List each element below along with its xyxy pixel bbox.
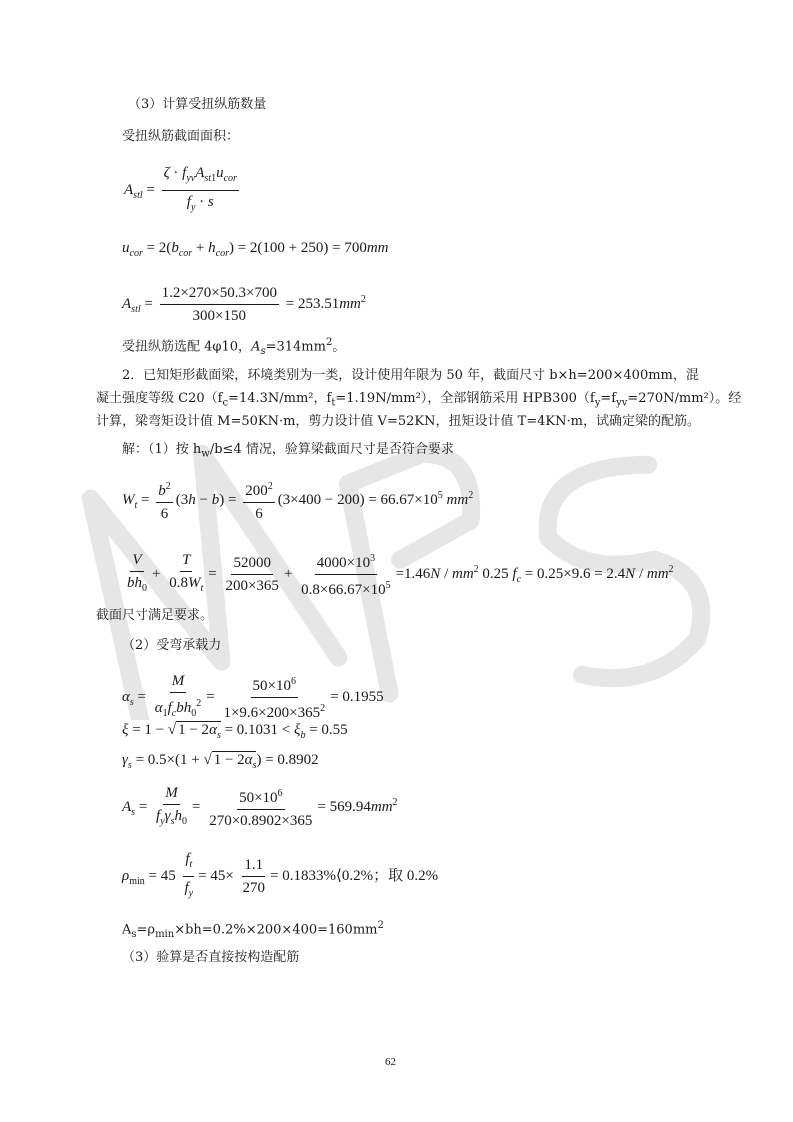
section-3b-heading: （3）验算是否直接按构造配筋 — [122, 950, 300, 965]
solution-heading: 解：（1）按 $h_w/b\le 4$ 情况，验算梁截面尺寸是否符合要求 — [122, 442, 454, 460]
page-number: 62 — [385, 1056, 396, 1068]
size-ok-text: 截面尺寸满足要求。 — [96, 608, 214, 623]
eq-astl-value: $A_{stl}$ = $\frac{1.2\times 270\times 50.3\times 700}{300\times 150}$ = $253.51mm^2$ — [122, 285, 366, 324]
question-2-line-2: 凝土强度等级 $C20(f_c=14.3N$/mm²，$f_t=1.19N/mm^2$），全部钢筋采用 $HPB300(f_y=f_{yv}=270N/mm^2)$。经 — [96, 391, 742, 409]
section-2-heading: （2）受弯承载力 — [122, 638, 222, 653]
as-min-calc: $A_s=\rho_{min}\times bh=0.2\%\times 200\times 400=160mm^2$ — [122, 920, 384, 940]
eq-wt: $W_t$ = $\frac{b^2}{6}$ (3h − b) = $\frac{200^2}{6}$ $(3\times 400 - 200) = 66.67\times 10^5$ $mm^2$ — [122, 478, 473, 523]
eq-astl-general: $A_{stl}$ = $\frac{\zeta \cdot f_{yv}A_{st1}u_{cor}}{f_y \cdot s}$ — [124, 165, 237, 213]
question-2-line-1: 2．已知矩形截面梁，环境类别为一类，设计使用年限为 50 年，截面尺寸 b×h=200×400mm，混 — [122, 368, 699, 383]
eq-alpha-s: $\alpha_s$ = $\frac{M}{\alpha_1f_cbh_0^2}$ = $\frac{50\times 10^6}{1\times 9.6\times 200\times 365^2}$ = 0.1955 — [122, 673, 384, 721]
question-2-line-3: 计算，梁弯矩设计值 M=50KN·m，剪力设计值 V=52KN，扭矩设计值 T=4KN·m，试确定梁的配筋。 — [96, 414, 700, 429]
eq-gamma-s: $\gamma_s = 0.5\times(1$ + √ $1 - 2\alpha_s) = 0.8902$ — [122, 752, 319, 771]
eq-shear-torsion: $\frac{V}{bh_0}$ + $\frac{T}{0.8W_t}$ = $\frac{52000}{200\times 365}$ + $\frac{4000\times 10^3}{0.8\times 66.67\times 10^5}$ $=1.46N / mm^2$ 0.25 $f_c = 0.25\times 9.6 = 2.4N / mm^2$ — [127, 552, 674, 598]
eq-ucor: $u_{cor} = 2(b_{cor} + h_{cor}) = 2(100 + 250) = 700mm$ — [122, 240, 389, 259]
astl-selection: 受扭纵筋选配 4φ10，$A_s=314mm^2$。 — [122, 337, 346, 357]
eq-xi: ξ = 1 − √ $1 - 2\alpha_s = 0.1031 < \xi_b = 0.55$ — [122, 722, 348, 741]
eq-rho-min: $\rho_{min} = 45$ $\frac{f_t}{f_y}$ = 45× $\frac{1.1}{270}$ = 0.1833%⟨0.2%；取 0.2% — [122, 851, 439, 899]
section-3-heading: （3）计算受扭纵筋数量 — [128, 97, 267, 112]
eq-as: $A_s$ = $\frac{M}{f_y\gamma_sh_0}$ = $\frac{50\times 10^6}{270\times 0.8902\times 365}$ = $569.94mm^2$ — [122, 785, 398, 829]
area-label: 受扭纵筋截面面积： — [122, 129, 240, 144]
